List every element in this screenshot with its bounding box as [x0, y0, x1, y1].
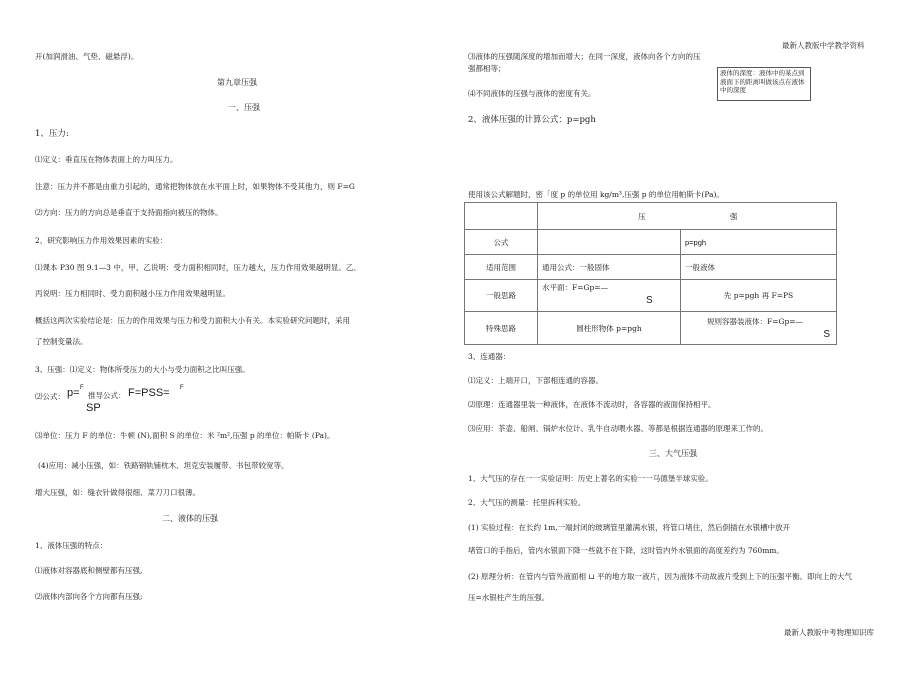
table-header-right: 强 — [729, 211, 738, 221]
text-line: 堵管口的手指后，管内水银面下降一些就不在下降，这时管内外水银面的高度差约为 760mm。 — [468, 546, 784, 555]
text-line: ⑴定义：垂直压在物体表面上的力叫压力。 — [35, 155, 178, 164]
text-line: 压=水银柱产生的压强。 — [468, 593, 550, 602]
text-line: 2、研究影响压力作用效果因素的实验： — [35, 236, 168, 245]
text-line: 3、连通器： — [468, 352, 511, 361]
formula-label: ⑵公式： — [35, 392, 65, 401]
table-row — [465, 230, 837, 255]
header-note: 最新人教版中学教学资料 — [782, 41, 865, 50]
text-line: 开(加润滑油、气垫、磁悬浮)。 — [35, 52, 139, 61]
cell-formula-denominator: S — [646, 295, 653, 306]
formula-numerator: F — [180, 385, 184, 391]
formula-p: p= — [67, 387, 80, 399]
text-line: (2) 原理分析：在管内与管外液面相 ⊔ 平的地方取一液片，因为液体不动故液片受到上下的压强平衡。即向上的大气 — [468, 572, 853, 581]
text-line: ⑶应用：茶壶、船闸、锅炉水位计、乳牛自动喂水器、等都是根据连通器的原理来工作的。 — [468, 424, 768, 433]
text-line: 1、液体压强的特点： — [35, 541, 108, 550]
text-line: 注意：压力并不都是由重力引起的，通常把物体放在水平面上时，如果物体不受其他力，则 F=G — [35, 182, 355, 191]
depth-note-box: 液体的深度：液体中的某点到液面下的距离叫做该点在液体中的深度 — [717, 67, 811, 101]
table-cell: 通用公式：一般固体 — [538, 255, 681, 280]
section-title: 一、压强 — [228, 103, 260, 112]
text-line: 了控制变量法。 — [35, 337, 88, 346]
text-line: 1、大气压的存在一一实验证明：历史上著名的实验一一马德堡半球实验。 — [468, 474, 713, 483]
formula-derived-label: 推导公式： — [88, 391, 126, 400]
text-line: ⑴课本 P30 图 9.1—3 中，甲、乙说明：受力面积相同时，压力越大，压力作用效果越明显。乙、 — [35, 263, 361, 272]
text-line: ⑵方向：压力的方向总是垂直于支持面指向被压的物体。 — [35, 208, 223, 217]
cell-formula: 水平面：F=Gp=— — [542, 283, 609, 292]
table-header-left: 压 — [638, 211, 646, 221]
text-line: 增大压强，如：缝衣针做得很细、菜刀刀口很薄。 — [35, 488, 200, 497]
text-line: ⑵原理：连通器里装一种液体，在液体不流动时，各容器的液面保持相平。 — [468, 400, 716, 409]
formula-derived: F=PSS= — [128, 387, 170, 399]
text-line: 使用该公式解题时，密「度 p 的单位用 kg/m³,压强 p 的单位用帕斯卡(Pa)。 — [468, 190, 724, 199]
table-cell: 适用范围 — [465, 255, 538, 280]
text-line: (4)应用：减小压强，如：铁路钢轨铺枕木、坦克安装履带、书包带较宽等。 — [38, 461, 289, 470]
text-line: 概括这两次实验结论是：压力的作用效果与压力和受力面积大小有关。本实验研究问题时，采用 — [35, 316, 350, 325]
table-cell — [465, 203, 538, 230]
table-row — [465, 203, 837, 230]
text-line: 丙说明：压力相同时、受力面积越小压力作用效果越明显。 — [35, 289, 230, 298]
pressure-table — [464, 202, 837, 345]
text-line: (1) 实验过程：在长约 1m,一端封闭的玻璃管里灌满水银，将管口堵住，然后倒插在水银槽中放开 — [468, 523, 791, 532]
table-cell — [681, 312, 837, 345]
formula-denominator: SP — [86, 402, 101, 414]
table-cell: p=pgh — [681, 230, 837, 255]
table-row — [465, 280, 837, 312]
text-line: 3、压强：⑴定义：物体所受压力的大小与受力面积之比叫压强。 — [35, 365, 250, 374]
chapter-title: 第九章压强 — [217, 78, 257, 87]
text-line: ⑴液体对容器底和侧壁都有压强, — [35, 566, 143, 575]
footer-note: 最新人教版中考物理知识库 — [784, 628, 874, 637]
text-line: ⑶液体的压强随深度的增加而增大；在同一深度，液体向各个方向的压 — [468, 52, 701, 61]
table-cell — [538, 280, 681, 312]
text-line: 1、压力: — [35, 129, 69, 139]
table-cell: 公式 — [465, 230, 538, 255]
table-row — [465, 255, 837, 280]
table-cell: 圆柱形物体 p=pgh — [538, 312, 681, 345]
table-cell: 一般思路 — [465, 280, 538, 312]
table-header-cell — [538, 203, 837, 230]
section-title: 三、大气压强 — [649, 449, 697, 458]
text-line: 2、液体压强的计算公式：p=pgh — [468, 115, 596, 125]
text-line: ⑴定义：上端开口，下部相连通的容器。 — [468, 376, 603, 385]
table-cell: 特殊思路 — [465, 312, 538, 345]
table-cell — [538, 230, 681, 255]
cell-formula-denominator: S — [823, 329, 830, 340]
table-cell: 一般液体 — [681, 255, 837, 280]
section-title: 二、液体的压强 — [162, 514, 218, 523]
cell-formula: 规则容器装液体：F=Gp=— — [707, 317, 804, 326]
text-line: ⑵液体内部向各个方向都有压强; — [35, 592, 143, 601]
text-line: ⑶单位：压力 F 的单位：牛顿 (N),面积 S 的单位：米 ²m²,压强 p 的单位：帕斯卡 (Pa)。 — [35, 431, 335, 440]
formula-numerator: F — [80, 385, 84, 391]
table-cell: 先 p=pgh 再 F=PS — [681, 280, 837, 312]
text-line: 强都相等； — [468, 64, 506, 73]
text-line: 2、大气压的测量：托里拆利实验。 — [468, 498, 586, 507]
text-line: ⑷不同液体的压强与液体的密度有关。 — [468, 89, 596, 98]
table-row — [465, 312, 837, 345]
